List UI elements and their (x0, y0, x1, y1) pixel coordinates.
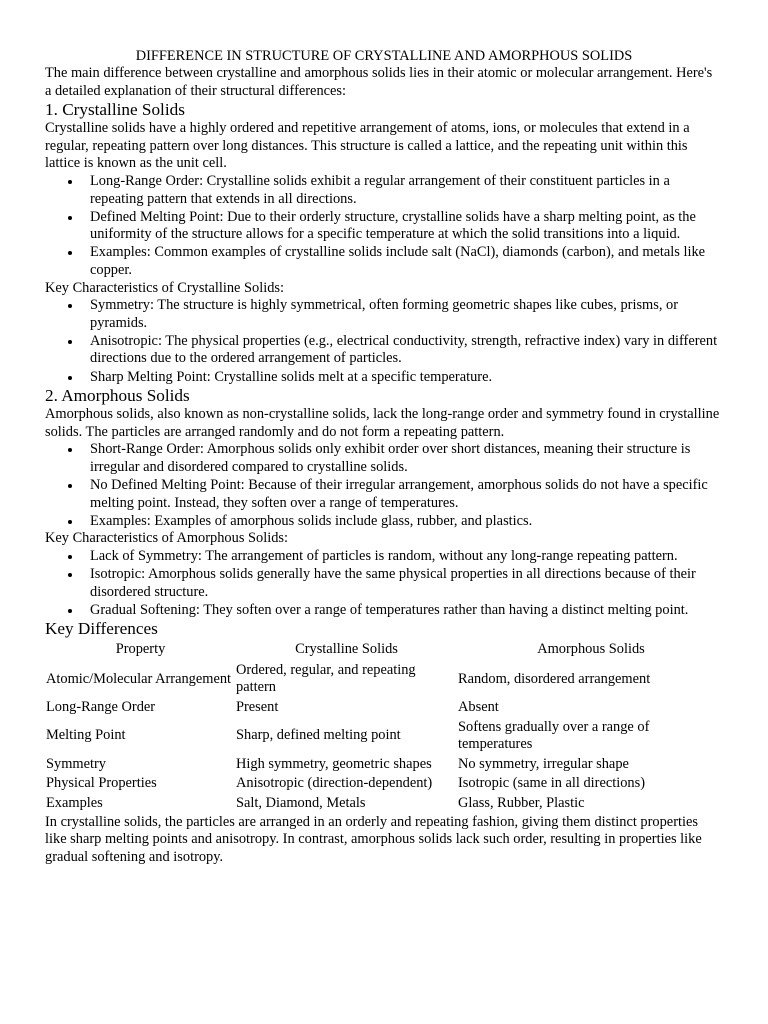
table-row (45, 774, 724, 794)
table-cell: Salt, Diamond, Metals (236, 794, 366, 811)
table-cell: Anisotropic (direction-dependent) (236, 775, 433, 792)
table-cell: High symmetry, geometric shapes (236, 755, 432, 772)
list-item: Sharp Melting Point: Crystalline solids melt at a specific temperature. (90, 369, 720, 387)
list-item: No Defined Melting Point: Because of their irregular arrangement, amorphous solids do not have a specific melting point. Instead, they soften over a range of temperatures. (90, 477, 720, 512)
table-header-row (45, 640, 724, 661)
table-row (45, 718, 724, 755)
amorphous-key-heading: Key Characteristics of Amorphous Solids: (45, 530, 289, 547)
table-cell: Physical Properties (46, 775, 157, 792)
table-cell: Glass, Rubber, Plastic (458, 794, 585, 811)
section-heading-amorphous: 2. Amorphous Solids (45, 386, 190, 406)
table-cell: Present (236, 699, 279, 715)
list-item: Lack of Symmetry: The arrangement of particles is random, without any long-range repeating pattern. (90, 548, 720, 566)
differences-table (45, 640, 724, 813)
table-row (45, 794, 724, 814)
list-item: Symmetry: The structure is highly symmetrical, often forming geometric shapes like cubes, prisms, or pyramids. (90, 297, 720, 332)
table-cell: Absent (458, 699, 499, 715)
crystalline-key-list (45, 297, 720, 386)
document-title: DIFFERENCE IN STRUCTURE OF CRYSTALLINE AND AMORPHOUS SOLIDS (135, 48, 633, 64)
table-row (45, 661, 724, 698)
list-item: Defined Melting Point: Due to their orderly structure, crystalline solids have a sharp melting point, as the uniformity of the structure allows for a specific temperature at which the solid transitions into a liquid. (90, 209, 720, 244)
table-row (45, 755, 724, 775)
table-cell: Melting Point (46, 727, 126, 744)
table-row (45, 698, 724, 718)
table-cell: Ordered, regular, and repeating pattern (236, 661, 416, 696)
crystalline-description: Crystalline solids have a highly ordered and repetitive arrangement of atoms, ions, or molecules that extend in a regular, repeating pattern over long distances. This structure is called a lattice, and the repeating unit within this lattice is known as the unit cell. (45, 120, 690, 172)
column-header-crystalline: Crystalline Solids (295, 641, 398, 658)
crystalline-bullet-list (45, 173, 720, 280)
section-heading-differences: Key Differences (45, 619, 158, 639)
amorphous-description: Amorphous solids, also known as non-crystalline solids, lack the long-range order and symmetry found in crystalline solids. The particles are arranged randomly and do not form a repeating pattern. (45, 406, 720, 440)
table-cell: Isotropic (same in all directions) (458, 775, 646, 792)
column-header-amorphous: Amorphous Solids (537, 641, 645, 658)
table-cell: Examples (46, 794, 103, 811)
table-cell: Sharp, defined melting point (236, 727, 401, 744)
list-item: Examples: Common examples of crystalline solids include salt (NaCl), diamonds (carbon), and metals like copper. (90, 244, 720, 279)
crystalline-key-heading: Key Characteristics of Crystalline Solids: (45, 279, 284, 296)
table-cell: Softens gradually over a range of temperatures (458, 718, 650, 753)
table-cell: Long-Range Order (46, 699, 156, 715)
column-header-property: Property (115, 641, 166, 658)
intro-paragraph: The main difference between crystalline and amorphous solids lies in their atomic or molecular arrangement. Here's a detailed explanation of their structural differences: (45, 65, 713, 99)
list-item: Examples: Examples of amorphous solids include glass, rubber, and plastics. (90, 513, 720, 531)
conclusion-paragraph: In crystalline solids, the particles are arranged in an orderly and repeating fashion, giving them distinct properties like sharp melting points and anisotropy. In contrast, amorphous solids lack such order, resulting in properties like gradual softening and isotropy. (45, 813, 702, 865)
list-item: Anisotropic: The physical properties (e.g., electrical conductivity, strength, refractive index) vary in different directions due to the ordered arrangement of particles. (90, 333, 720, 368)
amorphous-bullet-list (45, 441, 720, 530)
amorphous-key-list (45, 548, 720, 619)
list-item: Short-Range Order: Amorphous solids only exhibit order over short distances, meaning their structure is irregular and disordered compared to crystalline solids. (90, 441, 720, 476)
section-heading-crystalline: 1. Crystalline Solids (45, 100, 185, 120)
table-cell: Symmetry (46, 755, 106, 772)
list-item: Long-Range Order: Crystalline solids exhibit a regular arrangement of their constituent particles in a repeating pattern that extends in all directions. (90, 173, 720, 208)
list-item: Gradual Softening: They soften over a range of temperatures rather than having a distinct melting point. (90, 602, 720, 620)
table-cell: Random, disordered arrangement (458, 670, 651, 687)
table-cell: Atomic/Molecular Arrangement (46, 670, 232, 687)
list-item: Isotropic: Amorphous solids generally have the same physical properties in all directions because of their disordered structure. (90, 566, 720, 601)
table-cell: No symmetry, irregular shape (458, 755, 629, 772)
